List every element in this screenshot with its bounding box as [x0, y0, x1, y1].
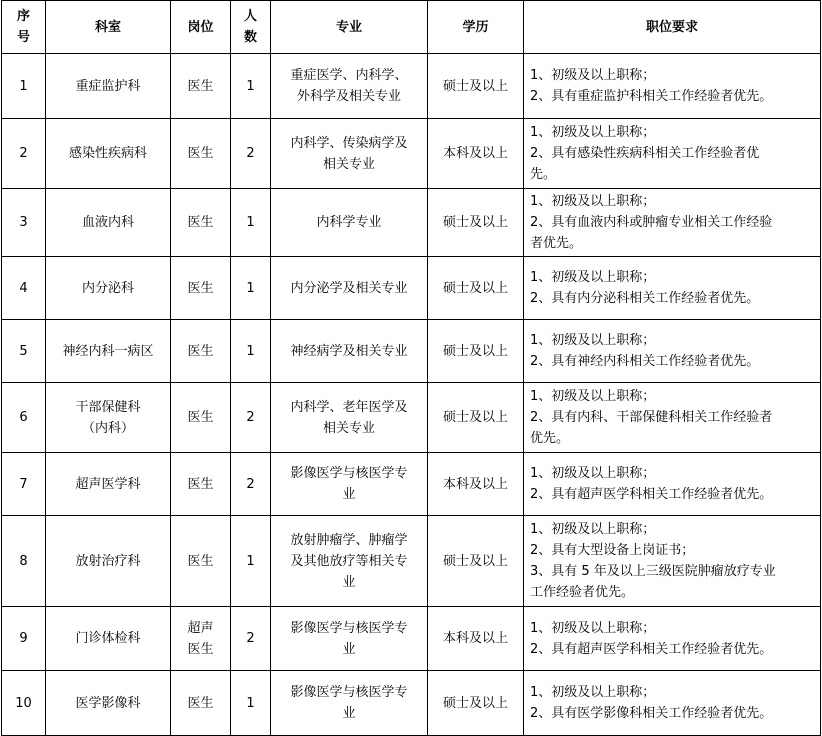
cell-major: 内分泌学及相关专业	[271, 257, 428, 320]
cell-req: 1、初级及以上职称； 2、具有超声医学科相关工作经验者优先。	[524, 607, 821, 671]
cell-edu: 硕士及以上	[428, 671, 524, 736]
table-row	[2, 257, 821, 320]
cell-req: 1、初级及以上职称； 2、具有超声医学科相关工作经验者优先。	[524, 453, 821, 516]
cell-post: 超声 医生	[171, 607, 231, 671]
cell-edu: 硕士及以上	[428, 320, 524, 383]
cell-count: 2	[231, 119, 271, 189]
header-post: 岗位	[171, 1, 231, 54]
cell-seq: 5	[2, 320, 46, 383]
cell-count: 1	[231, 189, 271, 257]
cell-dept: 重症监护科	[46, 54, 171, 119]
cell-major: 影像医学与核医学专 业	[271, 671, 428, 736]
cell-edu: 本科及以上	[428, 453, 524, 516]
cell-req: 1、初级及以上职称； 2、具有内分泌科相关工作经验者优先。	[524, 257, 821, 320]
cell-seq: 6	[2, 383, 46, 453]
header-req: 职位要求	[524, 1, 821, 54]
cell-major: 内科学、老年医学及 相关专业	[271, 383, 428, 453]
header-edu: 学历	[428, 1, 524, 54]
table-row	[2, 383, 821, 453]
cell-edu: 本科及以上	[428, 607, 524, 671]
cell-seq: 10	[2, 671, 46, 736]
cell-major: 内科学、传染病学及 相关专业	[271, 119, 428, 189]
cell-post: 医生	[171, 320, 231, 383]
cell-req: 1、初级及以上职称； 2、具有神经内科相关工作经验者优先。	[524, 320, 821, 383]
table-row	[2, 453, 821, 516]
cell-req: 1、初级及以上职称； 2、具有血液内科或肿瘤专业相关工作经验 者优先。	[524, 189, 821, 257]
cell-post: 医生	[171, 453, 231, 516]
cell-post: 医生	[171, 383, 231, 453]
cell-count: 1	[231, 257, 271, 320]
cell-dept: 神经内科一病区	[46, 320, 171, 383]
table-row	[2, 516, 821, 607]
cell-edu: 硕士及以上	[428, 189, 524, 257]
cell-post: 医生	[171, 671, 231, 736]
cell-seq: 3	[2, 189, 46, 257]
cell-dept: 医学影像科	[46, 671, 171, 736]
cell-dept: 干部保健科 （内科）	[46, 383, 171, 453]
recruitment-table	[1, 0, 821, 736]
cell-req: 1、初级及以上职称； 2、具有感染性疾病科相关工作经验者优 先。	[524, 119, 821, 189]
cell-seq: 7	[2, 453, 46, 516]
cell-dept: 血液内科	[46, 189, 171, 257]
cell-count: 1	[231, 54, 271, 119]
cell-req: 1、初级及以上职称； 2、具有医学影像科相关工作经验者优先。	[524, 671, 821, 736]
cell-req: 1、初级及以上职称； 2、具有大型设备上岗证书； 3、具有 5 年及以上三级医院肿瘤放疗专业 工作经验者优先。	[524, 516, 821, 607]
header-seq: 序 号	[2, 1, 46, 54]
cell-edu: 硕士及以上	[428, 54, 524, 119]
cell-req: 1、初级及以上职称； 2、具有内科、干部保健科相关工作经验者 优先。	[524, 383, 821, 453]
cell-count: 2	[231, 383, 271, 453]
cell-seq: 2	[2, 119, 46, 189]
cell-seq: 9	[2, 607, 46, 671]
cell-req: 1、初级及以上职称； 2、具有重症监护科相关工作经验者优先。	[524, 54, 821, 119]
table-row	[2, 119, 821, 189]
cell-dept: 放射治疗科	[46, 516, 171, 607]
cell-edu: 硕士及以上	[428, 383, 524, 453]
cell-edu: 硕士及以上	[428, 516, 524, 607]
cell-seq: 4	[2, 257, 46, 320]
cell-count: 1	[231, 516, 271, 607]
cell-edu: 本科及以上	[428, 119, 524, 189]
cell-major: 神经病学及相关专业	[271, 320, 428, 383]
cell-major: 内科学专业	[271, 189, 428, 257]
table-row	[2, 189, 821, 257]
cell-post: 医生	[171, 189, 231, 257]
cell-major: 影像医学与核医学专 业	[271, 607, 428, 671]
cell-dept: 门诊体检科	[46, 607, 171, 671]
cell-post: 医生	[171, 54, 231, 119]
header-count: 人 数	[231, 1, 271, 54]
cell-dept: 内分泌科	[46, 257, 171, 320]
cell-major: 影像医学与核医学专 业	[271, 453, 428, 516]
header-major: 专业	[271, 1, 428, 54]
cell-major: 重症医学、内科学、 外科学及相关专业	[271, 54, 428, 119]
cell-post: 医生	[171, 516, 231, 607]
cell-edu: 硕士及以上	[428, 257, 524, 320]
cell-dept: 超声医学科	[46, 453, 171, 516]
cell-count: 2	[231, 453, 271, 516]
cell-major: 放射肿瘤学、肿瘤学 及其他放疗等相关专 业	[271, 516, 428, 607]
table-row	[2, 671, 821, 736]
cell-count: 1	[231, 320, 271, 383]
cell-dept: 感染性疾病科	[46, 119, 171, 189]
header-dept: 科室	[46, 1, 171, 54]
cell-post: 医生	[171, 257, 231, 320]
table-row	[2, 54, 821, 119]
cell-seq: 8	[2, 516, 46, 607]
cell-seq: 1	[2, 54, 46, 119]
table-row	[2, 607, 821, 671]
table-row	[2, 320, 821, 383]
header-row	[2, 1, 821, 54]
cell-post: 医生	[171, 119, 231, 189]
cell-count: 2	[231, 607, 271, 671]
cell-count: 1	[231, 671, 271, 736]
